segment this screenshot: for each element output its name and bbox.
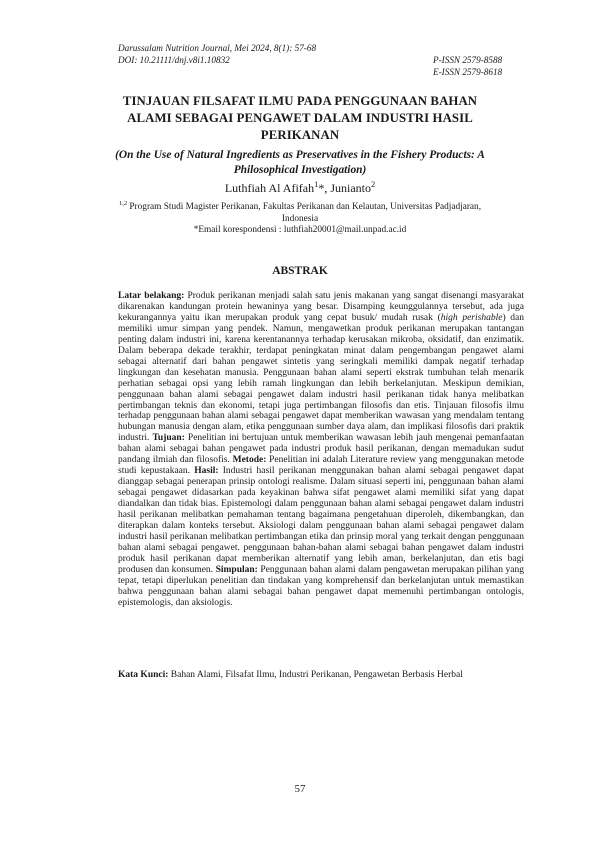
keywords-label: Kata Kunci: bbox=[118, 670, 169, 680]
background-label: Latar belakang: bbox=[118, 291, 185, 301]
page-number: 57 bbox=[294, 783, 306, 795]
affil-sup: 1,2 bbox=[118, 199, 128, 207]
paper-title: TINJAUAN FILSAFAT ILMU PADA PENGGUNAAN BAHAN ALAMI SEBAGAI PENGAWET DALAM INDUSTRI HASIL PERIKANAN bbox=[122, 94, 478, 142]
issn-block bbox=[433, 55, 502, 78]
author-separator: , bbox=[324, 181, 331, 195]
keywords bbox=[118, 670, 524, 681]
corresponding-mark: * bbox=[318, 181, 325, 195]
paper-subtitle: (On the Use of Natural Ingredients as Preservatives in the Fishery Products: A Philosophical Investigation) bbox=[115, 149, 485, 176]
corresponding-email[interactable]: *Email korespondensi : luthfiah20001@mail.unpad.ac.id bbox=[193, 225, 407, 235]
results-text: Industri hasil perikanan menggunakan bahan alami sebagai pengawet dapat dianggap sebagai penerapan prinsip ontologi realisme. Dalam situasi seperti ini, penggunaan bahan alami sebagai pengawet didasarkan pada keyakinan bahwa sifat pengawet alami memiliki sifat yang dapat diandalkan dan tidak bias. Epistemologi dalam penggunaan bahan alami sebagai pengawet dalam industri hasil perikanan melibatkan pemahaman tentang bagaimana pengetahuan diperoleh, dikembangkan, dan diterapkan dalam konteks tersebut. Aksiologi dalam penggunaan bahan alami sebagai pengawet dalam industri hasil perikanan melibatkan pertimbangan etika dan prinsip moral yang terkait dengan penggunaan bahan alami sebagai pengawet. penggunaan bahan-bahan alami sebagai bahan pengawet dalam industri produk hasil perikanan dapat memberikan alternatif yang lebih aman, berkelanjutan, dan etis bagi produsen dan konsumen. bbox=[118, 466, 525, 575]
background-text-2: ) dan memiliki umur simpan yang pendek. Namun, mengawetkan produk perikanan merupakan tantangan penting dalam industri ini, karena kerentanannya terhadap kerusakan mikroba, oksidatif, dan enzimatik. Dalam beberapa dekade terakhir, terdapat peningkatan minat dalam pengembangan pengawet alami sebagai alternatif dari bahan pengawet sintetis yang seringkali memiliki dampak negatif terhadap lingkungan dan kesehatan manusia. Penggunaan bahan alami seperti ekstrak tumbuhan telah menarik perhatian sebagai opsi yang lebih ramah lingkungan dan lebih berkelanjutan. Meskipun demikian, penggunaan bahan alami sebagai pengawet dalam industri hasil perikanan tidak hanya melibatkan pertimbangan teknis dan ekonomi, tetapi juga pertimbangan filosofis dan etis. Tinjauan filosofis ilmu terhadap penggunaan bahan alami sebagai pengawet dapat memberikan wawasan yang mendalam tentang hubungan manusia dengan alam, etika penggunaan sumber daya alam, dan implikasi filosofis dari praktik industri. bbox=[118, 312, 524, 444]
doi[interactable]: DOI: 10.21111/dnj.v8i1.10832 bbox=[118, 54, 230, 65]
journal-citation bbox=[118, 43, 316, 66]
conclusion-label: Simpulan: bbox=[215, 564, 258, 575]
affil-line-1: Program Studi Magister Perikanan, Fakultas Perikanan dan Kelautan, Universitas Padjadjaran, bbox=[127, 202, 482, 212]
background-text: Produk perikanan menjadi salah satu jenis makanan yang sangat disenangi masyarakat dikarenakan kandungan protein hewaninya yang besar. Disamping keunggulannya tersebut, ada juga kekurangannya yaitu ikan merupakan produk yang cepat busuk/ mudah rusak ( bbox=[118, 291, 524, 323]
e-issn: E-ISSN 2579-8618 bbox=[433, 66, 503, 77]
affiliation bbox=[100, 199, 500, 237]
keywords-text: Bahan Alami, Filsafat Ilmu, Industri Perikanan, Pengawetan Berbasis Herbal bbox=[168, 670, 463, 680]
author-1: Luthfiah Al Afifah bbox=[224, 181, 315, 195]
abstract-heading: ABSTRAK bbox=[272, 265, 328, 277]
objective-label: Tujuan: bbox=[152, 433, 185, 444]
background-italic: high perishable bbox=[440, 312, 503, 323]
author-1-affil: 1 bbox=[314, 180, 319, 189]
results-label: Hasil: bbox=[194, 466, 219, 477]
objective-text: Penelitian ini bertujuan untuk memberikan wawasan lebih jauh mengenai pemanfaatan bahan alami sebagai bahan pengawet pada industri produk hasil perikanan, dengan memadukan sudut pandang ilmiah dan filosofis. bbox=[118, 433, 525, 466]
conclusion-text: Penggunaan bahan alami dalam pengawetan merupakan pilihan yang tepat, tetapi diperlukan penelitian dan tindakan yang komprehensif dan berkelanjutan untuk memastikan bahwa penggunaan bahan alami sebagai bahan pengawet dapat memenuhi pertimbangan ontologis, epistemologis, dan aksiologis. bbox=[118, 564, 524, 608]
journal-name: Darussalam Nutrition Journal, Mei 2024, 8(1): 57-68 bbox=[118, 43, 317, 53]
p-issn: P-ISSN 2579-8588 bbox=[433, 55, 503, 65]
method-label: Metode: bbox=[232, 455, 267, 466]
method-text: Penelitian ini adalah Literature review yang menggunakan metode studi kepustakaan. bbox=[118, 455, 524, 477]
author-line bbox=[100, 181, 500, 196]
author-2-affil: 2 bbox=[371, 180, 376, 189]
author-2: Junianto bbox=[330, 181, 371, 195]
affil-line-2: Indonesia bbox=[281, 213, 319, 224]
abstract-body bbox=[118, 291, 524, 609]
